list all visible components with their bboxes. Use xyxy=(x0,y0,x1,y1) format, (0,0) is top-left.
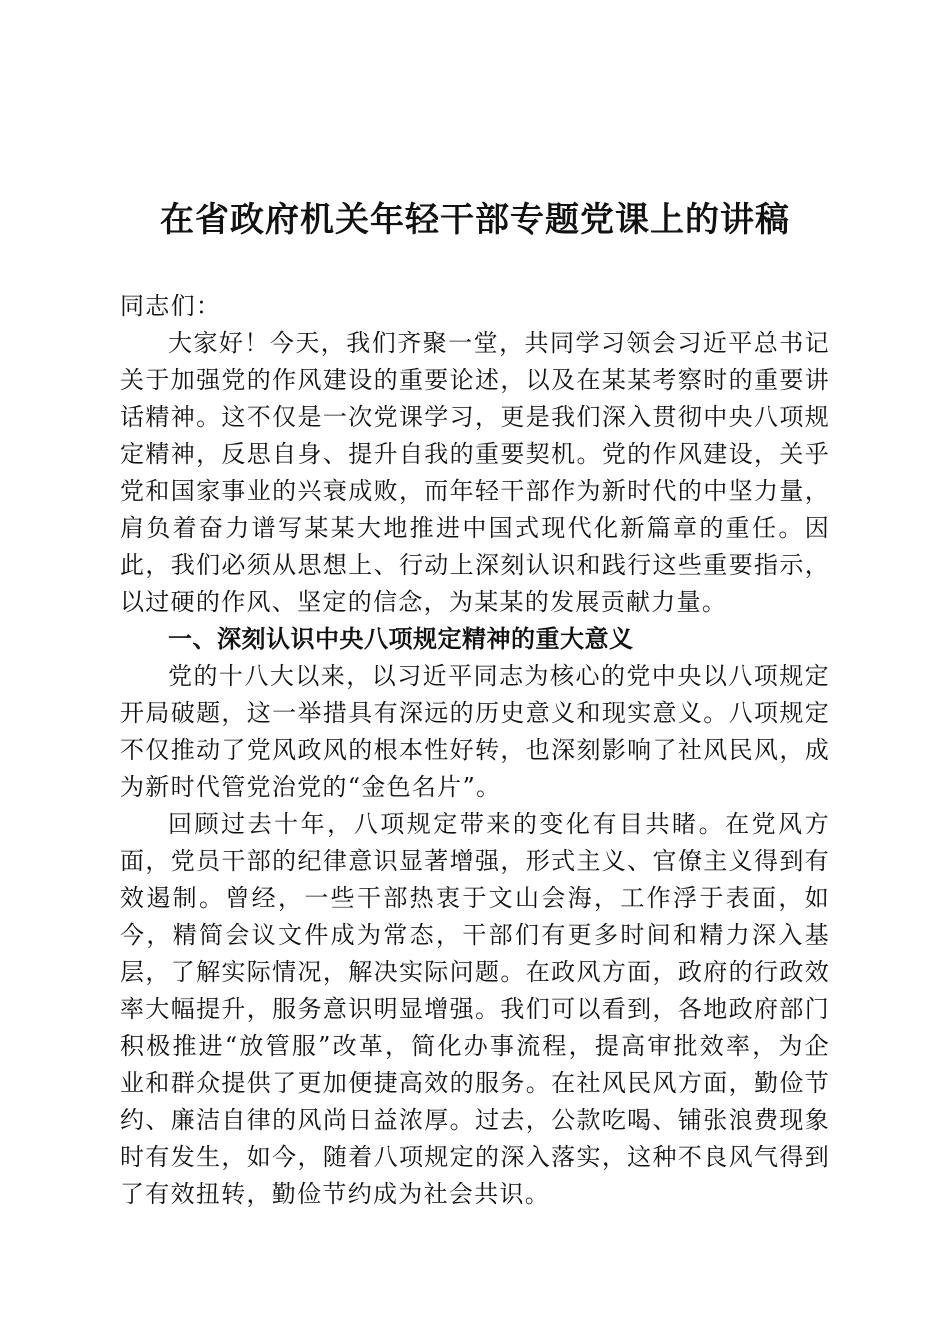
body-paragraph: 党的十八大以来，以习近平同志为核心的党中央以八项规定开局破题，这一举措具有深远的历史意义和现实意义。八项规定不仅推动了党风政风的根本性好转，也深刻影响了社风民风，成为新时代管党治党的“金色名片”。 xyxy=(120,662,830,801)
body-paragraph: 回顾过去十年，八项规定带来的变化有目共睹。在党风方面，党员干部的纪律意识显著增强，形式主义、官僚主义得到有效遏制。曾经，一些干部热衷于文山会海，工作浮于表面，如今，精简会议文件成为常态，干部们有更多时间和精力深入基层，了解实际情况，解决实际问题。在政风方面，政府的行政效率大幅提升，服务意识明显增强。我们可以看到，各地政府部门积极推进“放管服”改革，简化办事流程，提高审批效率，为企业和群众提供了更加便捷高效的服务。在社风民风方面，勤俭节约、廉洁自律的风尚日益浓厚。过去，公款吃喝、铺张浪费现象时有发生，如今，随着八项规定的深入落实，这种不良风气得到了有效扭转，勤俭节约成为社会共识。 xyxy=(120,810,830,1208)
intro-paragraph: 大家好！今天，我们齐聚一堂，共同学习领会习近平总书记关于加强党的作风建设的重要论述，以及在某某考察时的重要讲话精神。这不仅是一次党课学习，更是我们深入贯彻中央八项规定精神，反思自身、提升自我的重要契机。党的作风建设，关乎党和国家事业的兴衰成败，而年轻干部作为新时代的中坚力量，肩负着奋力谱写某某大地推进中国式现代化新篇章的重任。因此，我们必须从思想上、行动上深刻认识和践行这些重要指示，以过硬的作风、坚定的信念，为某某的发展贡献力量。 xyxy=(120,329,830,616)
document-body xyxy=(120,288,830,1213)
document-title: 在省政府机关年轻干部专题党课上的讲稿 xyxy=(160,200,790,240)
section-heading: 一、深刻认识中央八项规定精神的重大意义 xyxy=(168,625,634,653)
salutation: 同志们： xyxy=(120,292,222,320)
